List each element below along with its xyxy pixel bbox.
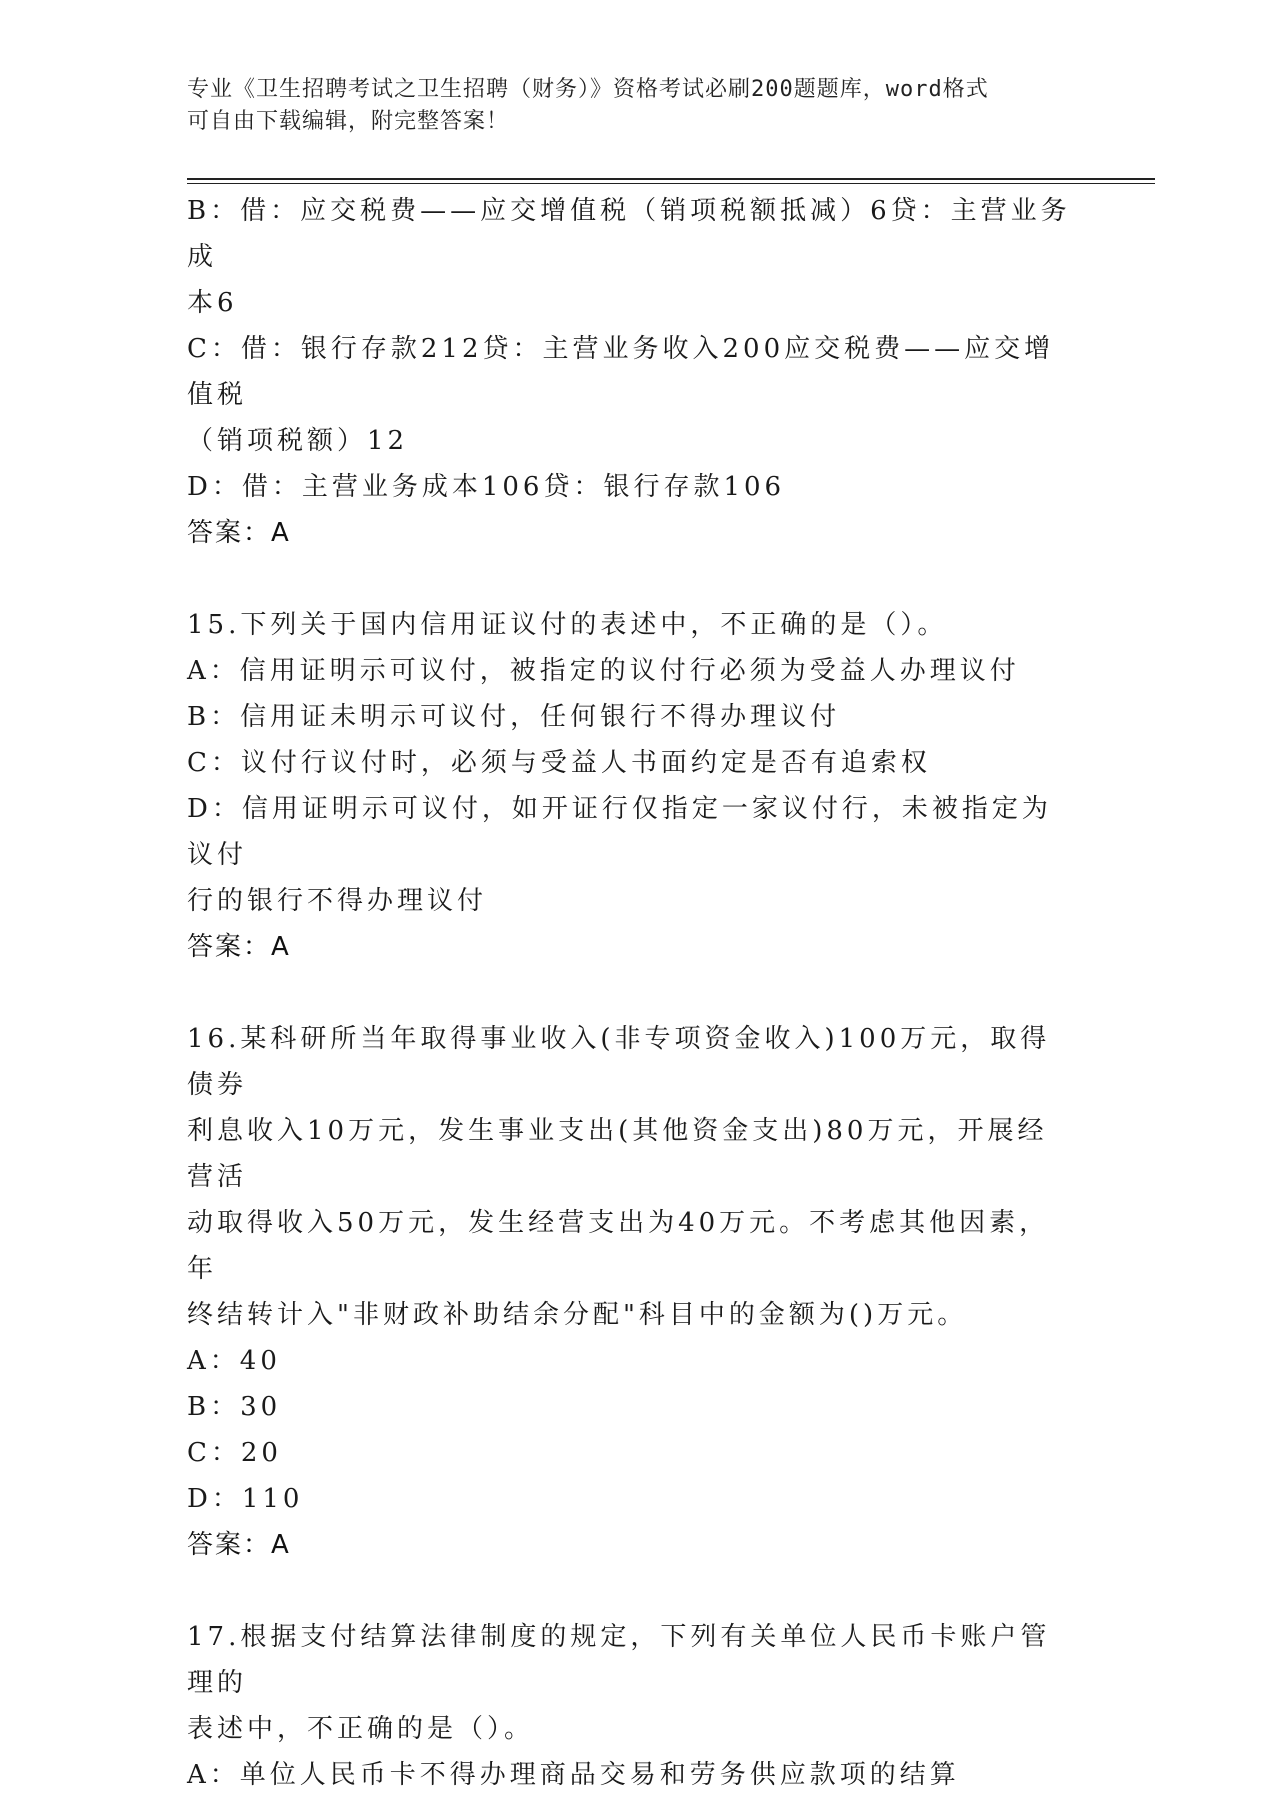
option-c-continued: （销项税额）12 [187,426,409,456]
question-block-15 [187,602,1077,970]
option-c: C：20 [187,1438,282,1468]
question-stem-continued: 表述中，不正确的是（）。 [187,1714,535,1744]
question-stem-continued: 动取得收入50万元，发生经营支出为40万元。不考虑其他因素，年 [187,1208,1050,1284]
option-d: D：110 [187,1484,304,1514]
option-d: D：借：主营业务成本106贷：银行存款106 [187,472,786,502]
option-a: A：单位人民币卡不得办理商品交易和劳务供应款项的结算 [187,1760,960,1790]
answer: 答案：A [187,932,291,962]
question-stem-continued: 利息收入10万元，发生事业支出(其他资金支出)80万元，开展经营活 [187,1116,1048,1192]
option-b: B：借：应交税费——应交增值税（销项税额抵减）6贷：主营业务成 [187,196,1071,272]
option-c: C：议付行议付时，必须与受益人书面约定是否有追索权 [187,748,931,778]
option-d: D：信用证明示可议付，如开证行仅指定一家议付行，未被指定为议付 [187,794,1052,870]
header-line-1: 专业《卫生招聘考试之卫生招聘（财务）》资格考试必刷200题题库，word格式 [187,77,989,102]
option-b-continued: 本6 [187,288,238,318]
question-stem: 17.根据支付结算法律制度的规定，下列有关单位人民币卡账户管理的 [187,1622,1051,1698]
header-line-2: 可自由下载编辑，附完整答案！ [187,109,510,134]
header-divider-thick [187,178,1155,180]
question-stem: 16.某科研所当年取得事业收入(非专项资金收入)100万元，取得债券 [187,1024,1051,1100]
document-body [187,188,1077,1798]
question-stem: 15.下列关于国内信用证议付的表述中，不正确的是（）。 [187,610,948,640]
document-header [187,74,1067,138]
question-block-16 [187,1016,1077,1568]
header-divider-thin [187,183,1155,184]
option-b: B：信用证未明示可议付，任何银行不得办理议付 [187,702,841,732]
option-b: B：30 [187,1392,282,1422]
question-block-17 [187,1614,1077,1798]
answer: 答案：A [187,518,291,548]
answer: 答案：A [187,1530,291,1560]
question-stem-continued: 终结转计入"非财政补助结余分配"科目中的金额为()万元。 [187,1300,968,1330]
option-a: A：信用证明示可议付，被指定的议付行必须为受益人办理议付 [187,656,1020,686]
option-a: A：40 [187,1346,281,1376]
question-block-prev [187,188,1077,556]
option-d-continued: 行的银行不得办理议付 [187,886,488,916]
option-c: C：借：银行存款212贷：主营业务收入200应交税费——应交增值税 [187,334,1055,410]
